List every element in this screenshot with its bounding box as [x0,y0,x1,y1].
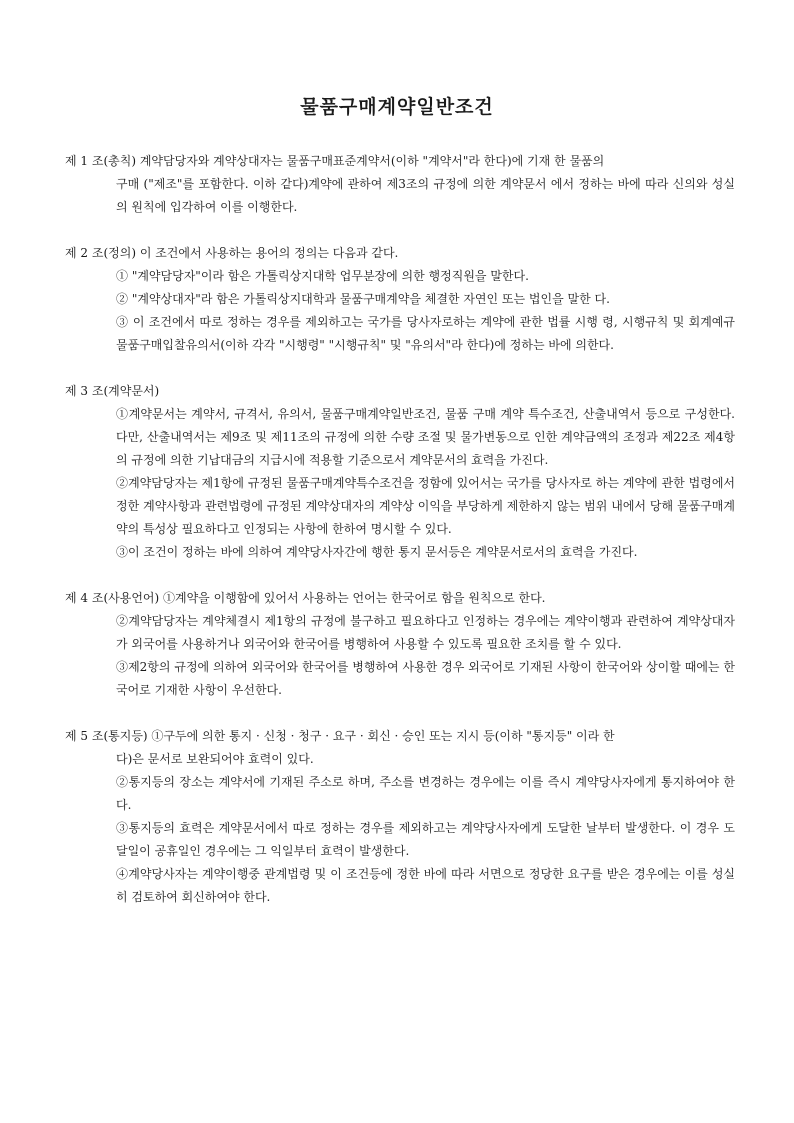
article-heading: 제 4 조(사용언어) [65,591,163,605]
article-paragraph: ②계약담당자는 제1항에 규정된 물품구매계약특수조건을 정함에 있어서는 국가를 당사자로 하는 계약에 관한 법령에서 정한 계약사항과 관련법령에 규정된 계약상대자의 계약상 이익을 부당하게 제한하지 않는 범위 내에서 당해 물품구매계약의 특성상 필요하다고 인정되는 사항에 한하여 명시할 수 있다. [116,476,735,536]
article-first-line: 계약담당자와 계약상대자는 물품구매표준계약서(이하 "계약서"라 한다)에 기재 한 물품의 [139,154,605,168]
article-3 [65,380,735,564]
article-paragraph: ④계약당사자는 계약이행중 관계법령 및 이 조건등에 정한 바에 따라 서면으로 정당한 요구를 받은 경우에는 이를 성실히 검토하여 회신하여야 한다. [116,867,735,904]
article-paragraph: ② "계약상대자"라 함은 가톨릭상지대학과 물품구매계약을 체결한 자연인 또는 법인을 말한 다. [116,292,610,306]
article-continuation: 구매 ("제조"를 포함한다. 이하 같다)계약에 관하여 제3조의 규정에 의한 계약문서 에서 정하는 바에 따라 신의와 성실의 원칙에 입각하여 이를 이행한다. [116,177,735,214]
article-heading-line [65,587,735,610]
article-heading-line [65,725,735,748]
article-paragraph: ①계약문서는 계약서, 규격서, 유의서, 물품구매계약일반조건, 물품 구매 계약 특수조건, 산출내역서 등으로 구성한다. 다만, 산출내역서는 제9조 및 제11조의 규정에 의한 수량 조절 및 물가변동으로 인한 계약금액의 조정과 제22조 제4항의 규정에 의한 기납대금의 지급시에 적용할 기준으로서 계약문서의 효력을 가진다. [116,407,735,467]
document-title: 물품구매계약일반조건 [300,96,494,118]
article-paragraph: ③통지등의 효력은 계약문서에서 따로 정하는 경우를 제외하고는 계약당사자에게 도달한 날부터 발생한다. 이 경우 도달일이 공휴일인 경우에는 그 익일부터 효력이 발생한다. [116,821,735,858]
article-2 [65,242,735,357]
article-paragraph: ②통지등의 장소는 계약서에 기재된 주소로 하며, 주소를 변경하는 경우에는 이를 즉시 계약당사자에게 통지하여야 한다. [116,775,735,812]
article-continuation: 다)은 문서로 보완되어야 효력이 있다. [116,752,314,766]
article-5 [65,725,735,909]
article-heading: 제 3 조(계약문서) [65,384,160,398]
article-1 [65,150,735,219]
article-paragraph: ③이 조건이 정하는 바에 의하여 계약당사자간에 행한 통지 문서등은 계약문서로서의 효력을 가진다. [116,545,638,559]
article-heading-line [65,242,735,265]
article-paragraph: ③제2항의 규정에 의하여 외국어와 한국어를 병행하여 사용한 경우 외국어로 기재된 사항이 한국어와 상이할 때에는 한국어로 기재한 사항이 우선한다. [116,660,735,697]
article-paragraph: ②계약담당자는 계약체결시 제1항의 규정에 불구하고 필요하다고 인정하는 경우에는 계약이행과 관련하여 계약상대자가 외국어를 사용하거나 외국어와 한국어를 병행하여 사용할 수 있도록 필요한 조치를 할 수 있다. [116,614,735,651]
article-4 [65,587,735,702]
article-heading: 제 5 조(통지등) [65,729,152,743]
document-body [65,150,735,932]
article-first-line: ①구두에 의한 통지 · 신청 · 청구 · 요구 · 회신 · 승인 또는 지시 등(이하 "통지등" 이라 한 [151,729,615,743]
article-paragraph: ③ 이 조건에서 따로 정하는 경우를 제외하고는 국가를 당사자로하는 계약에 관한 법률 시행 령, 시행규칙 및 회계예규 물품구매입찰유의서(이하 각각 "시행령" "시행규칙" 및 "유의서"라 한다)에 정하는 바에 의한다. [116,315,735,352]
article-heading-line [65,380,735,403]
article-heading: 제 1 조(총칙) [65,154,140,168]
article-heading: 제 2 조(정의) [65,246,140,260]
article-first-line: 이 조건에서 사용하는 용어의 정의는 다음과 같다. [139,246,399,260]
article-paragraph: ① "계약담당자"이라 함은 가톨릭상지대학 업무분장에 의한 행정직원을 말한다. [116,269,529,283]
article-heading-line [65,150,735,173]
article-first-line: ①계약을 이행함에 있어서 사용하는 언어는 한국어로 함을 원칙으로 한다. [163,591,546,605]
